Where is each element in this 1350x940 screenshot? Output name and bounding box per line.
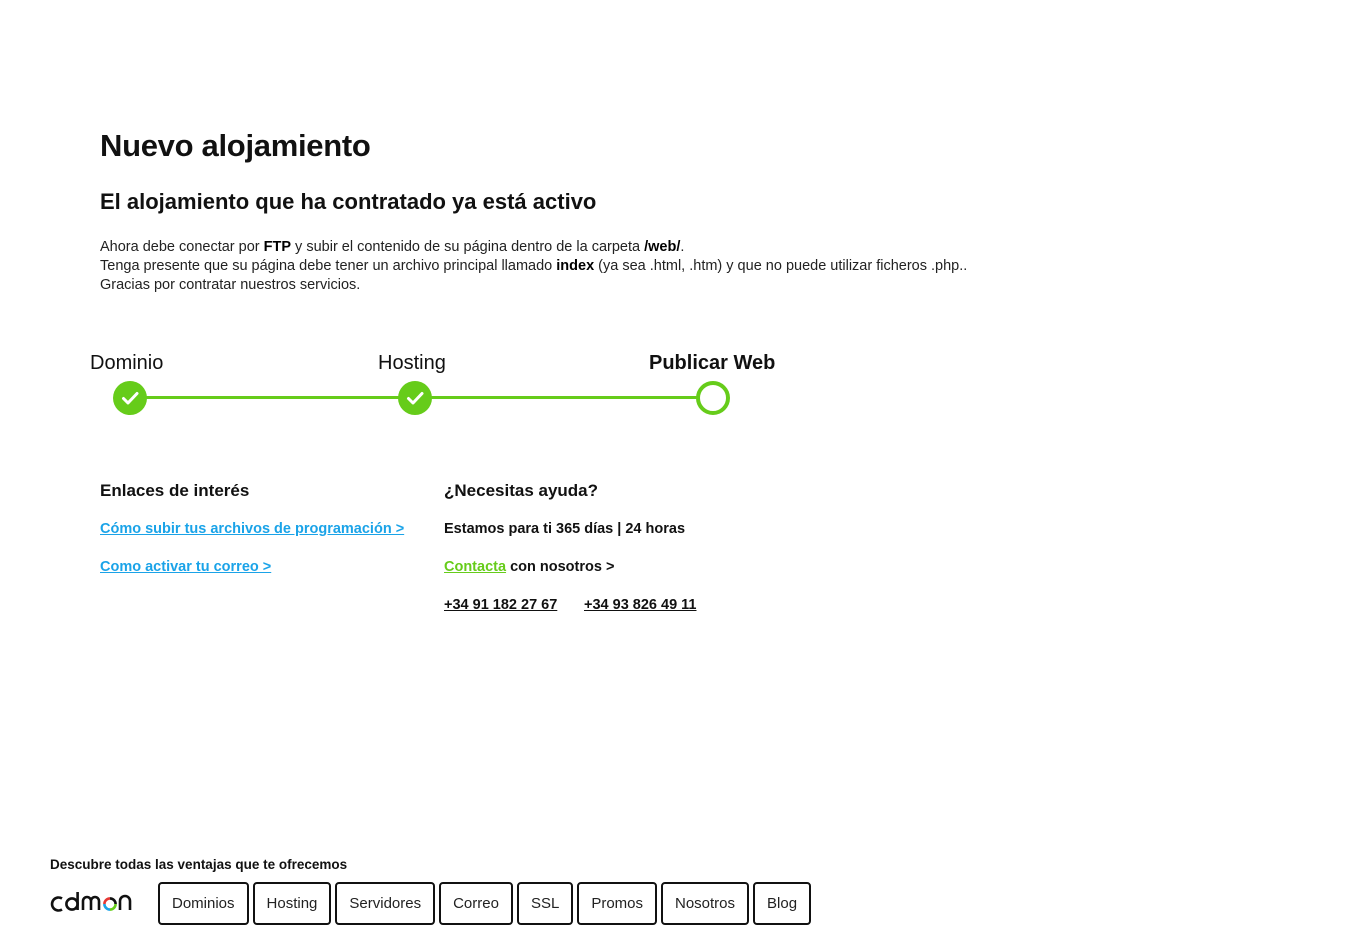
check-icon [113,381,147,415]
step-label-dominio: Dominio [90,352,164,374]
step-connector-2 [415,396,713,399]
nav-hosting[interactable]: Hosting [253,882,332,925]
contact-text: con nosotros > [506,559,615,575]
step-dot-publicar-web [696,381,730,415]
phone-barcelona[interactable]: +34 93 826 49 11 [584,597,697,613]
help-hours: Estamos para ti 365 días | 24 horas [444,521,686,537]
check-icon [398,381,432,415]
nav-servidores[interactable]: Servidores [335,882,435,925]
intro-text [100,238,967,295]
page-subtitle: El alojamiento que ha contratado ya está activo [100,189,597,214]
nav-correo[interactable]: Correo [439,882,513,925]
step-label-hosting: Hosting [378,352,446,374]
footer-nav [158,882,811,925]
intro-line-3: Gracias por contratar nuestros servicios. [100,277,361,293]
links-title: Enlaces de interés [100,481,250,500]
nav-ssl[interactable]: SSL [517,882,573,925]
nav-promos[interactable]: Promos [577,882,657,925]
step-label-publicar-web: Publicar Web [649,352,776,374]
help-title: ¿Necesitas ayuda? [444,481,599,500]
link-upload-files[interactable]: Cómo subir tus archivos de programación > [100,521,405,537]
step-connector-1 [130,396,415,399]
help-contact [444,559,614,575]
nav-blog[interactable]: Blog [753,882,811,925]
cdmon-logo-mark [50,888,142,918]
nav-nosotros[interactable]: Nosotros [661,882,749,925]
phone-madrid[interactable]: +34 91 182 27 67 [444,597,558,613]
step-dot-dominio [113,381,147,415]
contact-link[interactable]: Contacta [444,559,507,575]
cdmon-logo[interactable] [50,888,142,925]
intro-line-2: Tenga presente que su página debe tener un archivo principal llamado index (ya sea .html, .htm) y que no puede utilizar ficheros .php.. [100,258,968,274]
nav-dominios[interactable]: Dominios [158,882,249,925]
footer-title: Descubre todas las ventajas que te ofrecemos [50,857,348,872]
page-title: Nuevo alojamiento [100,128,371,163]
link-activate-mail[interactable]: Como activar tu correo > [100,559,272,575]
intro-line-1: Ahora debe conectar por FTP y subir el contenido de su página dentro de la carpeta /web/. [100,239,685,255]
step-dot-hosting [398,381,432,415]
